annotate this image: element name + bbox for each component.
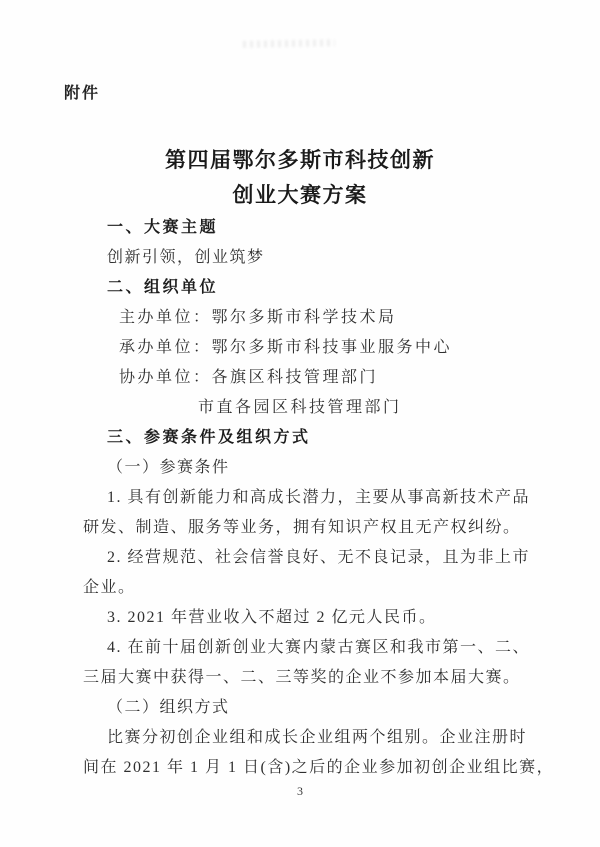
subsection-entry-conditions: （一）参赛条件 [107,459,230,476]
faint-scan-artifact [243,39,335,48]
text-line-groups-b: 间在 2021 年 1 月 1 日(含)之后的企业参加初创企业组比赛， [83,759,555,776]
text-line-co-organizer-2: 市直各园区科技管理部门 [198,399,402,416]
text-line-condition-1a: 1. 具有创新能力和高成长潜力，主要从事高新技术产品 [107,489,531,506]
document-title [0,143,600,213]
text-line-groups-a: 比赛分初创企业组和成长企业组两个组别。企业注册时 [107,729,528,746]
text-line-co-organizer: 协办单位：各旗区科技管理部门 [119,369,379,386]
text-line-undertaking-unit: 承办单位：鄂尔多斯市科技事业服务中心 [119,339,453,356]
text-line-condition-2b: 企业。 [83,579,136,596]
section-heading-conditions: 三、参赛条件及组织方式 [107,429,311,446]
section-heading-organizers: 二、组织单位 [107,279,219,296]
document-body [83,213,555,783]
text-line-theme-slogan: 创新引领，创业筑梦 [107,249,265,266]
text-line-condition-4a: 4. 在前十届创新创业大赛内蒙古赛区和我市第一、二、 [107,639,531,656]
subsection-organization-mode: （二）组织方式 [107,699,230,716]
text-line-condition-4b: 三届大赛中获得一、二、三等奖的企业不参加本届大赛。 [83,669,521,686]
text-line-condition-2a: 2. 经营规范、社会信誉良好、无不良记录，且为非上市 [107,549,531,566]
text-line-host-unit: 主办单位：鄂尔多斯市科学技术局 [119,309,397,326]
text-line-condition-1b: 研发、制造、服务等业务，拥有知识产权且无产权纠纷。 [83,519,521,536]
document-title-line1: 第四届鄂尔多斯市科技创新 [165,148,435,172]
section-heading-theme: 一、大赛主题 [107,219,219,236]
text-line-condition-3: 3. 2021 年营业收入不超过 2 亿元人民币。 [107,609,437,626]
document-title-line2: 创业大赛方案 [232,183,368,207]
page-number: 3 [297,784,303,798]
attachment-label: 附件 [64,85,101,102]
